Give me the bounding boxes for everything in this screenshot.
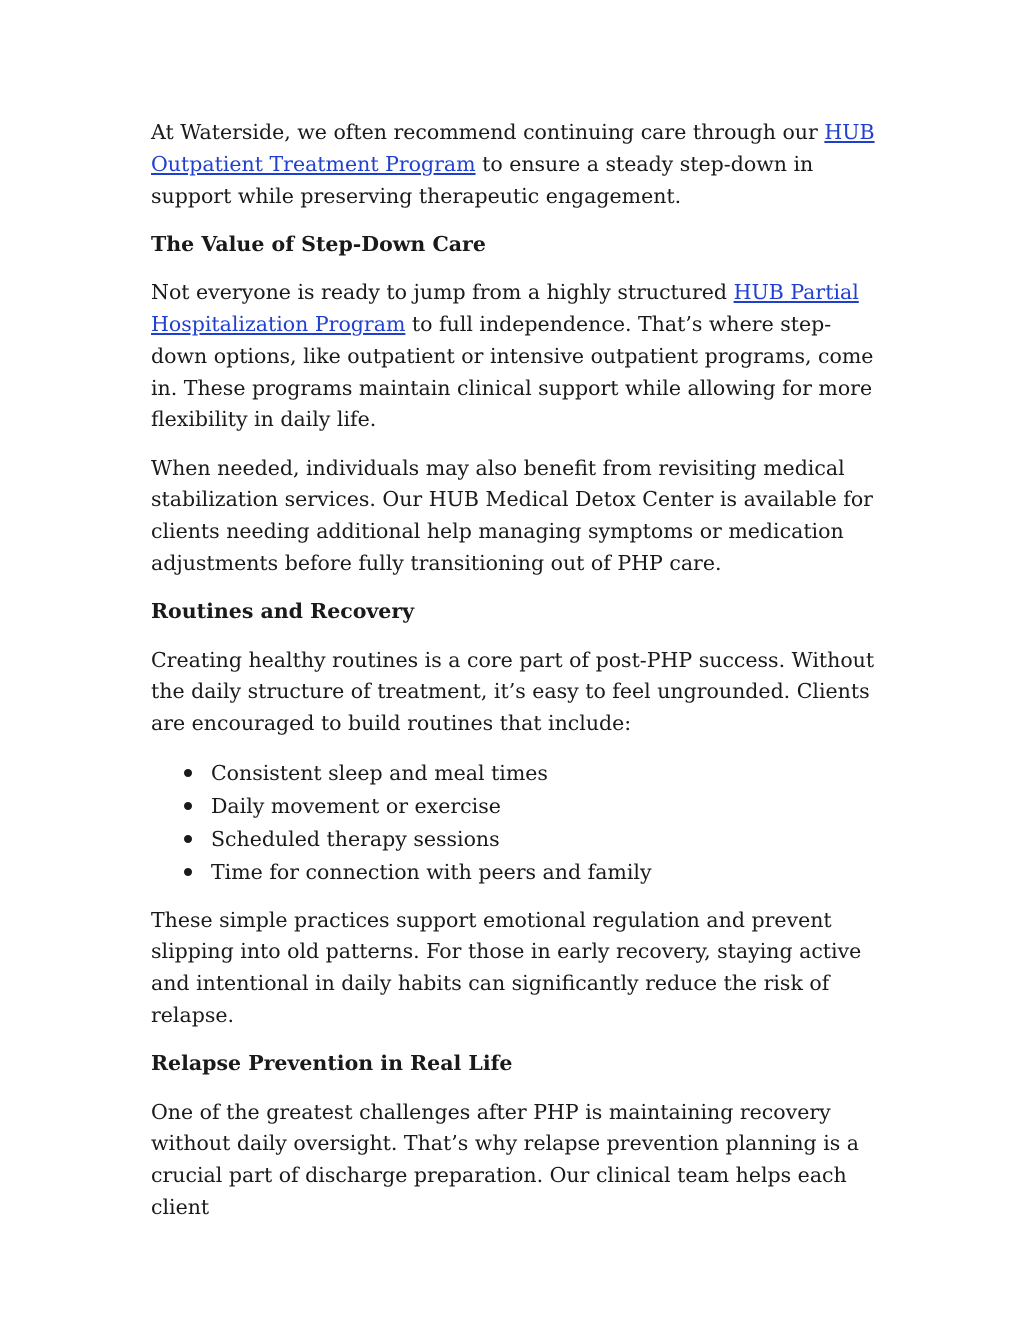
list-item <box>211 790 886 823</box>
list-item <box>211 823 886 856</box>
bullet-icon <box>184 868 192 876</box>
intro-text-after-link: to ensure a steady step-down in support while preserving therapeutic engagement. <box>151 151 814 208</box>
step-down-paragraph-2: When needed, individuals may also benefit from revisiting medical stabilization services. Our HUB Medical Detox Center is available for clients needing additional help managing symptoms or medication adjustments before fully transitioning out of PHP care. <box>151 455 873 576</box>
routines-paragraph-2: These simple practices support emotional regulation and prevent slipping into old patterns. For those in early recovery, staying active and intentional in daily habits can significantly reduce the risk of relapse. <box>151 907 862 1027</box>
routines-paragraph-1: Creating healthy routines is a core part of post-PHP success. Without the daily structure of treatment, it’s easy to feel ungrounded. Clients are encouraged to build routines that include: <box>151 647 875 736</box>
intro-text-before-link: At Waterside, we often recommend continuing care through our <box>151 120 825 144</box>
step-down-care-heading: The Value of Step-Down Care <box>151 231 486 256</box>
outpatient-program-link[interactable]: HUB Outpatient Treatment Program <box>151 120 875 176</box>
intro-paragraph <box>151 117 886 212</box>
relapse-prevention-heading: Relapse Prevention in Real Life <box>151 1051 513 1076</box>
step-down-text-after-link: to full independence. That’s where step-down options, like outpatient or intensive outpatient programs, come in. These programs maintain clinical support while allowing for more flexibility in daily life. <box>151 311 874 432</box>
step-down-paragraph-1 <box>151 277 886 436</box>
list-item <box>211 757 886 790</box>
step-down-text-before-link: Not everyone is ready to jump from a highly structured <box>151 280 734 305</box>
relapse-paragraph-1: One of the greatest challenges after PHP is maintaining recovery without daily oversight. That’s why relapse prevention planning is a crucial part of discharge preparation. Our clinical team helps each client <box>151 1099 860 1219</box>
list-item-text: Scheduled therapy sessions <box>211 826 500 851</box>
list-item-text: Consistent sleep and meal times <box>211 760 548 785</box>
routines-list <box>151 757 886 889</box>
bullet-icon <box>184 835 192 843</box>
bullet-icon <box>184 802 192 810</box>
list-item-text: Daily movement or exercise <box>211 793 501 818</box>
list-item-text: Time for connection with peers and family <box>211 859 652 884</box>
list-item <box>211 856 886 889</box>
routines-heading: Routines and Recovery <box>151 599 415 624</box>
bullet-icon <box>184 769 192 777</box>
document-page <box>151 117 886 1240</box>
partial-hospitalization-link[interactable]: HUB Partial Hospitalization Program <box>151 280 859 336</box>
